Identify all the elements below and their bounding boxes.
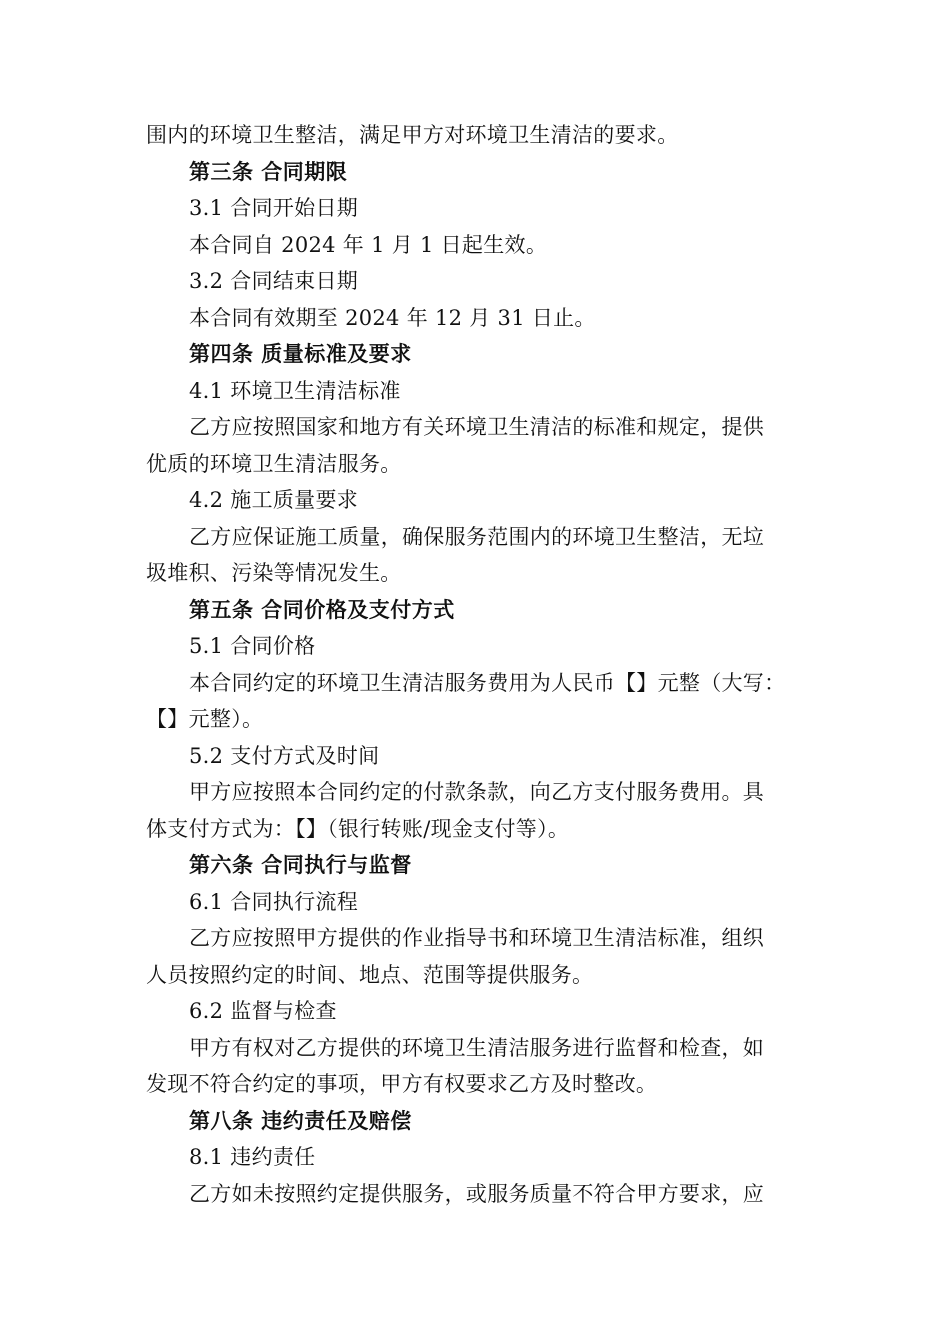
- paragraph-line: 甲方有权对乙方提供的环境卫生清洁服务进行监督和检查，如: [189, 1035, 765, 1060]
- section-heading: 第三条 合同期限: [189, 159, 348, 184]
- paragraph-line: 发现不符合约定的事项，甲方有权要求乙方及时整改。: [146, 1072, 658, 1096]
- paragraph-line: 8.1 违约责任: [189, 1145, 316, 1169]
- paragraph-line: 乙方应按照甲方提供的作业指导书和环境卫生清洁标准，组织: [189, 926, 765, 950]
- paragraph-line: 人员按照约定的时间、地点、范围等提供服务。: [146, 962, 594, 987]
- paragraph-line: 本合同自 2024 年 1 月 1 日起生效。: [189, 232, 548, 257]
- section-heading: 第四条 质量标准及要求: [189, 342, 412, 366]
- paragraph-line: 优质的环境卫生清洁服务。: [146, 451, 402, 476]
- paragraph-line: 4.1 环境卫生清洁标准: [189, 378, 401, 403]
- paragraph-line: 围内的环境卫生整洁，满足甲方对环境卫生清洁的要求。: [146, 123, 679, 147]
- paragraph-line: 5.1 合同价格: [189, 634, 316, 658]
- paragraph-line: 5.2 支付方式及时间: [189, 743, 380, 768]
- paragraph-line: 6.2 监督与检查: [189, 999, 337, 1023]
- paragraph-line: 圾堆积、污染等情况发生。: [146, 561, 402, 585]
- paragraph-line: 乙方如未按照约定提供服务，或服务质量不符合甲方要求，应: [189, 1181, 765, 1206]
- paragraph-line: 乙方应保证施工质量，确保服务范围内的环境卫生整洁，无垃: [189, 524, 765, 549]
- section-heading: 第八条 违约责任及赔偿: [189, 1108, 412, 1133]
- paragraph-line: 3.1 合同开始日期: [189, 196, 359, 220]
- document-body: [146, 117, 810, 1212]
- paragraph-line: 3.2 合同结束日期: [189, 269, 359, 293]
- section-heading: 第五条 合同价格及支付方式: [189, 597, 455, 622]
- paragraph-line: 本合同约定的环境卫生清洁服务费用为人民币【】元整（大写：: [189, 670, 786, 695]
- paragraph-line: 乙方应按照国家和地方有关环境卫生清洁的标准和规定，提供: [189, 415, 765, 439]
- paragraph-line: 【】元整）。: [146, 707, 264, 731]
- paragraph-line: 甲方应按照本合同约定的付款条款，向乙方支付服务费用。具: [189, 780, 765, 804]
- paragraph-line: 本合同有效期至 2024 年 12 月 31 日止。: [189, 305, 596, 330]
- paragraph-line: 4.2 施工质量要求: [189, 488, 359, 512]
- section-heading: 第六条 合同执行与监督: [189, 853, 412, 877]
- paragraph-line: 体支付方式为：【】（银行转账/现金支付等）。: [146, 816, 570, 841]
- paragraph-line: 6.1 合同执行流程: [189, 889, 359, 914]
